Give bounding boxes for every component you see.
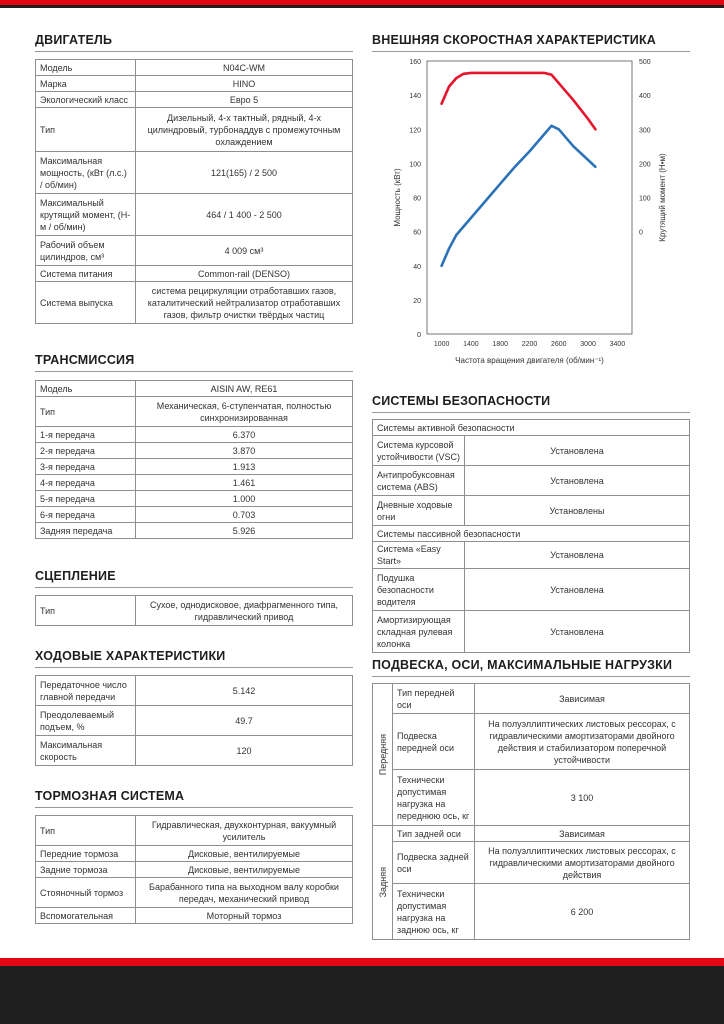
row-label: Система курсовой устойчивости (VSC)	[373, 436, 465, 466]
active-safety-header-label: Системы активной безопасности	[373, 420, 690, 436]
row-label: Технически допустимая нагрузка на заднюю ось, кг	[393, 884, 475, 940]
row-value: 1.000	[136, 491, 353, 507]
y2-tick-label: 100	[639, 195, 651, 203]
front-axle-group	[373, 684, 393, 826]
row-label: Система «Easy Start»	[373, 542, 465, 569]
row-label: 4-я передача	[36, 475, 136, 491]
row-label: Технически допустимая нагрузка на переднюю ось, кг	[393, 770, 475, 826]
table-row	[36, 706, 353, 736]
row-label: Тип передней оси	[393, 684, 475, 714]
table-row	[36, 194, 353, 236]
row-label: Максимальный крутящий момент, (Н-м / об/мин)	[36, 194, 136, 236]
row-label: Максимальная скорость	[36, 736, 136, 766]
row-value: 5.142	[136, 676, 353, 706]
bottom-dark-band	[0, 966, 724, 1024]
transmission-rule	[35, 371, 353, 372]
row-value: N04C-WM	[136, 60, 353, 76]
row-value: Моторный тормоз	[136, 908, 353, 924]
y-tick-label: 120	[409, 127, 421, 135]
rear-axle-group	[373, 826, 393, 940]
table-row	[373, 496, 690, 526]
row-label: Тип	[36, 397, 136, 427]
row-value: Гидравлическая, двухконтурная, вакуумный усилитель	[136, 816, 353, 846]
driving-rule	[35, 667, 353, 668]
table-row	[373, 714, 690, 770]
row-value: 464 / 1 400 - 2 500	[136, 194, 353, 236]
speed-characteristic-chart	[372, 53, 690, 373]
table-row	[373, 826, 690, 842]
table-row	[373, 770, 690, 826]
active-safety-header	[373, 420, 690, 436]
row-value: Установлены	[465, 496, 690, 526]
table-row	[36, 596, 353, 626]
row-value: 3 100	[475, 770, 690, 826]
row-label: Подвеска передней оси	[393, 714, 475, 770]
power-curve	[442, 126, 596, 266]
x-tick-label: 1800	[492, 341, 509, 348]
x-tick-label: 2200	[521, 341, 538, 348]
table-row	[36, 878, 353, 908]
y-tick-label: 40	[413, 263, 421, 271]
row-label: Подушка безопасности водителя	[373, 569, 465, 611]
row-value: 1.461	[136, 475, 353, 491]
table-row	[36, 60, 353, 76]
table-row	[36, 862, 353, 878]
engine-title: ДВИГАТЕЛЬ	[35, 33, 113, 47]
table-row	[36, 908, 353, 924]
clutch-table	[35, 595, 353, 626]
brakes-rule	[35, 807, 353, 808]
y2-tick-label: 0	[639, 229, 643, 237]
row-label: Задние тормоза	[36, 862, 136, 878]
y2-tick-label: 300	[639, 127, 651, 135]
driving-title: ХОДОВЫЕ ХАРАКТЕРИСТИКИ	[35, 649, 226, 663]
table-row	[36, 397, 353, 427]
table-row	[36, 459, 353, 475]
table-row	[36, 816, 353, 846]
suspension-table	[372, 683, 690, 940]
row-value: 121(165) / 2 500	[136, 152, 353, 194]
row-label: Стояночный тормоз	[36, 878, 136, 908]
table-row	[36, 676, 353, 706]
table-row	[36, 443, 353, 459]
row-value: AISIN AW, RE61	[136, 381, 353, 397]
row-value: Common-rail (DENSO)	[136, 266, 353, 282]
table-row	[36, 475, 353, 491]
row-value: 6.370	[136, 427, 353, 443]
row-label: 2-я передача	[36, 443, 136, 459]
torque-curve	[442, 73, 596, 129]
row-label: Дневные ходовые огни	[373, 496, 465, 526]
plot-frame	[427, 61, 632, 334]
table-row	[36, 507, 353, 523]
y-tick-label: 160	[409, 59, 421, 66]
y2-tick-label: 400	[639, 93, 651, 101]
row-value: 49.7	[136, 706, 353, 736]
table-row	[373, 611, 690, 653]
y2-axis-label: Крутящий момент (Н•м)	[658, 153, 667, 242]
driving-table	[35, 675, 353, 766]
row-value: Барабанного типа на выходном валу коробки передач, механический привод	[136, 878, 353, 908]
top-dark-stripe	[0, 5, 724, 8]
safety-title: СИСТЕМЫ БЕЗОПАСНОСТИ	[372, 394, 551, 408]
table-row	[36, 846, 353, 862]
row-value: Дизельный, 4-х тактный, рядный, 4-х цилиндровый, турбонаддув с промежуточным охлаждением	[136, 108, 353, 152]
brakes-table	[35, 815, 353, 924]
row-label: 1-я передача	[36, 427, 136, 443]
row-label: Антипробуксовная система (ABS)	[373, 466, 465, 496]
y2-tick-label: 200	[639, 161, 651, 169]
transmission-table	[35, 380, 353, 539]
y-tick-label: 140	[409, 93, 421, 101]
table-row	[36, 381, 353, 397]
table-row	[36, 76, 353, 92]
brakes-title: ТОРМОЗНАЯ СИСТЕМА	[35, 789, 185, 803]
suspension-title: ПОДВЕСКА, ОСИ, МАКСИМАЛЬНЫЕ НАГРУЗКИ	[372, 658, 673, 672]
row-label: Тип	[36, 596, 136, 626]
table-row	[373, 542, 690, 569]
row-label: Передние тормоза	[36, 846, 136, 862]
table-row	[36, 523, 353, 539]
x-tick-label: 3000	[580, 341, 596, 348]
row-value: система рециркуляции отработавших газов, каталитический нейтрализатор отработавших газов, фильтр очистки твёрдых частиц	[136, 282, 353, 324]
row-label: Подвеска задней оси	[393, 842, 475, 884]
row-value: 3.870	[136, 443, 353, 459]
row-label: 5-я передача	[36, 491, 136, 507]
y-tick-label: 60	[413, 229, 421, 237]
row-value: Зависимая	[475, 684, 690, 714]
x-tick-label: 1400	[463, 341, 479, 348]
bottom-red-stripe	[0, 958, 724, 966]
row-label: Преодолеваемый подъем, %	[36, 706, 136, 736]
y2-tick-label: 500	[639, 59, 651, 66]
transmission-title: ТРАНСМИССИЯ	[35, 353, 135, 367]
table-row	[373, 884, 690, 940]
row-value: На полуэллиптических листовых рессорах, с гидравлическими амортизаторами двойного действия	[475, 842, 690, 884]
table-row	[36, 427, 353, 443]
row-label: Модель	[36, 381, 136, 397]
row-label: Тип	[36, 816, 136, 846]
x-axis-label: Частота вращения двигателя (об/мин⁻¹)	[455, 356, 604, 365]
table-row	[373, 436, 690, 466]
table-row	[36, 152, 353, 194]
row-label: 3-я передача	[36, 459, 136, 475]
row-value: Установлена	[465, 569, 690, 611]
row-label: Максимальная мощность, (кВт (л.с.) / об/мин)	[36, 152, 136, 194]
chart-section-title: ВНЕШНЯЯ СКОРОСТНАЯ ХАРАКТЕРИСТИКА	[372, 33, 657, 47]
row-value: Механическая, 6-ступенчатая, полностью синхронизированная	[136, 397, 353, 427]
table-row	[36, 108, 353, 152]
table-row	[36, 736, 353, 766]
row-value: 120	[136, 736, 353, 766]
row-label: Система питания	[36, 266, 136, 282]
row-value: HINO	[136, 76, 353, 92]
suspension-rule	[372, 676, 690, 677]
y-tick-label: 100	[409, 161, 421, 169]
rear-axle-group-text: Задняя	[377, 867, 388, 898]
table-row	[36, 282, 353, 324]
table-row	[373, 569, 690, 611]
row-value: Евро 5	[136, 92, 353, 108]
y-tick-label: 80	[413, 195, 421, 203]
row-label: Задняя передача	[36, 523, 136, 539]
row-value: На полуэллиптических листовых рессорах, с гидравлическими амортизаторами двойного действия и стабилизатором поперечной устойчивости	[475, 714, 690, 770]
row-label: Тип	[36, 108, 136, 152]
row-label: Марка	[36, 76, 136, 92]
passive-safety-header-label: Системы пассивной безопасности	[373, 526, 690, 542]
engine-table	[35, 59, 353, 324]
engine-rule	[35, 51, 353, 52]
row-value: Дисковые, вентилируемые	[136, 846, 353, 862]
table-row	[373, 842, 690, 884]
table-row	[36, 491, 353, 507]
row-value: Сухое, однодисковое, диафрагменного типа, гидравлический привод	[136, 596, 353, 626]
row-value: Дисковые, вентилируемые	[136, 862, 353, 878]
row-label: Передаточное число главной передачи	[36, 676, 136, 706]
row-value: Установлена	[465, 466, 690, 496]
row-value: 4 009 см³	[136, 236, 353, 266]
safety-rule	[372, 412, 690, 413]
row-label: Тип задней оси	[393, 826, 475, 842]
front-axle-group-text: Передняя	[377, 733, 388, 776]
row-value: 0.703	[136, 507, 353, 523]
passive-safety-header	[373, 526, 690, 542]
row-label: Амортизирующая складная рулевая колонка	[373, 611, 465, 653]
table-row	[36, 236, 353, 266]
y-tick-label: 0	[417, 332, 421, 339]
row-value: Установлена	[465, 436, 690, 466]
x-tick-label: 2600	[550, 341, 567, 348]
table-row	[373, 684, 690, 714]
table-row	[36, 92, 353, 108]
table-row	[373, 466, 690, 496]
clutch-title: СЦЕПЛЕНИЕ	[35, 569, 116, 583]
table-row	[36, 266, 353, 282]
row-value: 6 200	[475, 884, 690, 940]
row-label: Система выпуска	[36, 282, 136, 324]
row-value: 5.926	[136, 523, 353, 539]
row-label: 6-я передача	[36, 507, 136, 523]
clutch-rule	[35, 587, 353, 588]
y-axis-label: Мощность (кВт)	[393, 168, 402, 227]
row-value: Установлена	[465, 542, 690, 569]
row-label: Экологический класс	[36, 92, 136, 108]
y-tick-label: 20	[413, 297, 421, 305]
chart-rule	[372, 51, 690, 52]
x-tick-label: 1000	[433, 341, 450, 348]
row-label: Рабочий объем цилиндров, см³	[36, 236, 136, 266]
row-value: Зависимая	[475, 826, 690, 842]
row-value: Установлена	[465, 611, 690, 653]
row-label: Вспомогательная	[36, 908, 136, 924]
row-label: Модель	[36, 60, 136, 76]
x-tick-label: 3400	[609, 341, 626, 348]
row-value: 1.913	[136, 459, 353, 475]
safety-table	[372, 419, 690, 653]
